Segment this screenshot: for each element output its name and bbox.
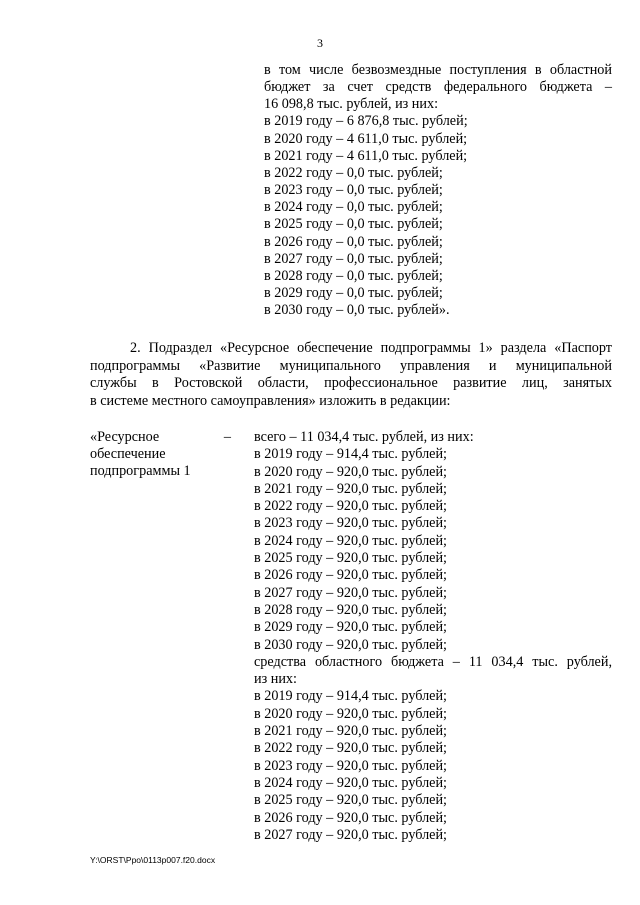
total-year-2020: в 2020 году – 920,0 тыс. рублей; <box>254 463 447 480</box>
total-year-2019: в 2019 году – 914,4 тыс. рублей; <box>254 446 447 463</box>
total-year-2028: в 2028 году – 920,0 тыс. рублей; <box>254 601 447 618</box>
federal-funding-line-2: бюджет за счет средств федерального бюджета – <box>264 79 612 96</box>
federal-year-2021: в 2021 году – 4 611,0 тыс. рублей; <box>264 147 468 164</box>
federal-year-2022: в 2022 году – 0,0 тыс. рублей; <box>264 164 443 181</box>
federal-funding-block <box>264 62 612 319</box>
regional-year-2022: в 2022 году – 920,0 тыс. рублей; <box>254 740 447 757</box>
resource-label-line-3: подпрограммы 1 <box>90 463 191 480</box>
federal-year-2028: в 2028 году – 0,0 тыс. рублей; <box>264 267 443 284</box>
page-number: 3 <box>317 36 323 50</box>
federal-year-2023: в 2023 году – 0,0 тыс. рублей; <box>264 182 443 199</box>
federal-funding-line-3: 16 098,8 тыс. рублей, из них: <box>264 96 439 113</box>
regional-year-2023: в 2023 году – 920,0 тыс. рублей; <box>254 757 447 774</box>
resource-label <box>90 429 230 480</box>
section-2-paragraph <box>90 340 612 410</box>
total-year-2029: в 2029 году – 920,0 тыс. рублей; <box>254 619 447 636</box>
regional-year-2026: в 2026 году – 920,0 тыс. рублей; <box>254 809 447 826</box>
total-year-2030: в 2030 году – 920,0 тыс. рублей; <box>254 636 447 653</box>
resource-label-line-2: обеспечение <box>90 446 166 463</box>
resource-label-line-1: «Ресурсное <box>90 429 160 445</box>
regional-year-2024: в 2024 году – 920,0 тыс. рублей; <box>254 774 447 791</box>
section-2-line-2: подпрограммы «Развитие муниципального управления и муниципальной <box>90 357 612 374</box>
total-funding: всего – 11 034,4 тыс. рублей, из них: <box>254 429 474 445</box>
regional-year-2020: в 2020 году – 920,0 тыс. рублей; <box>254 705 447 722</box>
regional-year-2027: в 2027 году – 920,0 тыс. рублей; <box>254 826 447 843</box>
federal-funding-line-1: в том числе безвозмездные поступления в областной <box>264 62 612 78</box>
federal-year-2019: в 2019 году – 6 876,8 тыс. рублей; <box>264 113 468 130</box>
federal-year-2024: в 2024 году – 0,0 тыс. рублей; <box>264 199 443 216</box>
total-year-2021: в 2021 году – 920,0 тыс. рублей; <box>254 480 447 497</box>
regional-funding-line-2: из них: <box>254 671 297 688</box>
total-year-2023: в 2023 году – 920,0 тыс. рублей; <box>254 515 447 532</box>
resource-label-dash: – <box>223 429 231 445</box>
regional-year-2025: в 2025 году – 920,0 тыс. рублей; <box>254 792 447 809</box>
total-year-2026: в 2026 году – 920,0 тыс. рублей; <box>254 567 447 584</box>
section-2-line-4: в системе местного самоуправления» изложить в редакции: <box>90 392 451 409</box>
section-2-line-1: 2. Подраздел «Ресурсное обеспечение подпрограммы 1» раздела «Паспорт <box>130 340 612 356</box>
resource-values <box>254 429 612 844</box>
federal-year-2029: в 2029 году – 0,0 тыс. рублей; <box>264 285 443 302</box>
file-path-footer: Y:\ORST\Ppo\0113p007.f20.docx <box>90 855 216 865</box>
total-year-2027: в 2027 году – 920,0 тыс. рублей; <box>254 584 447 601</box>
regional-year-2021: в 2021 году – 920,0 тыс. рублей; <box>254 723 447 740</box>
federal-year-2025: в 2025 году – 0,0 тыс. рублей; <box>264 216 443 233</box>
regional-year-2019: в 2019 году – 914,4 тыс. рублей; <box>254 688 447 705</box>
total-year-2024: в 2024 году – 920,0 тыс. рублей; <box>254 532 447 549</box>
total-year-2025: в 2025 году – 920,0 тыс. рублей; <box>254 550 447 567</box>
total-year-2022: в 2022 году – 920,0 тыс. рублей; <box>254 498 447 515</box>
federal-year-2030: в 2030 году – 0,0 тыс. рублей». <box>264 302 450 319</box>
federal-year-2020: в 2020 году – 4 611,0 тыс. рублей; <box>264 130 468 147</box>
federal-year-2026: в 2026 году – 0,0 тыс. рублей; <box>264 233 443 250</box>
section-2-line-3: службы в Ростовской области, профессиональное развитие лиц, занятых <box>90 375 612 392</box>
federal-year-2027: в 2027 году – 0,0 тыс. рублей; <box>264 250 443 267</box>
regional-funding-line-1: средства областного бюджета – 11 034,4 тыс. рублей, <box>254 653 612 670</box>
